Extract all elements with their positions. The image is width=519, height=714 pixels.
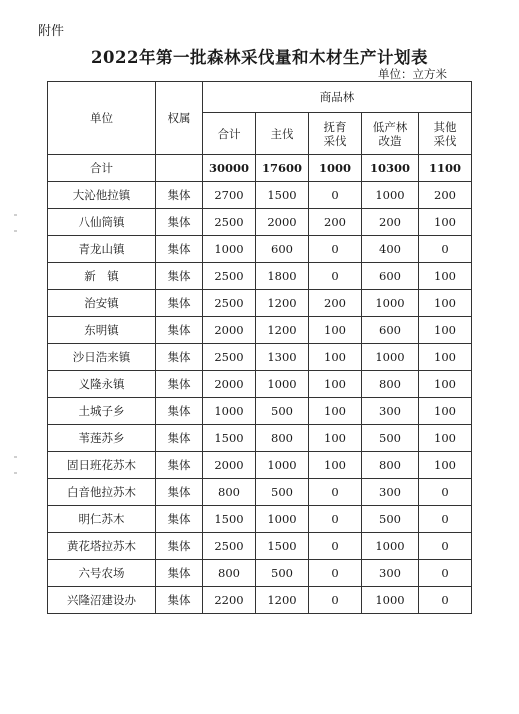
- table-row: [48, 209, 472, 236]
- table-row: [48, 398, 472, 425]
- cell-main: 800: [256, 425, 309, 452]
- total-main: 17600: [256, 155, 309, 182]
- cell-low-yield: 300: [362, 398, 419, 425]
- cell-other: 100: [419, 371, 472, 398]
- cell-low-yield: 1000: [362, 182, 419, 209]
- cell-total: 1500: [203, 425, 256, 452]
- cell-main: 500: [256, 479, 309, 506]
- cell-ownership: 集体: [156, 587, 203, 614]
- cell-other: 0: [419, 560, 472, 587]
- cell-tending: 100: [309, 317, 362, 344]
- cell-unit: 白音他拉苏木: [48, 479, 156, 506]
- cell-main: 1300: [256, 344, 309, 371]
- cell-total: 2500: [203, 344, 256, 371]
- cell-main: 1200: [256, 290, 309, 317]
- scan-mark: [14, 456, 17, 458]
- cell-ownership: 集体: [156, 182, 203, 209]
- cell-tending: 0: [309, 263, 362, 290]
- total-label: 合计: [48, 155, 156, 182]
- cell-unit: 八仙筒镇: [48, 209, 156, 236]
- cell-unit: 沙日浩来镇: [48, 344, 156, 371]
- cell-total: 2700: [203, 182, 256, 209]
- cell-unit: 义隆永镇: [48, 371, 156, 398]
- cell-tending: 0: [309, 506, 362, 533]
- cell-main: 1500: [256, 533, 309, 560]
- total-low-yield: 10300: [362, 155, 419, 182]
- cell-main: 2000: [256, 209, 309, 236]
- header-tending-felling: 抚育采伐: [309, 113, 362, 155]
- scan-mark: [14, 230, 17, 232]
- cell-total: 1500: [203, 506, 256, 533]
- cell-ownership: 集体: [156, 533, 203, 560]
- cell-other: 100: [419, 290, 472, 317]
- cell-low-yield: 1000: [362, 587, 419, 614]
- cell-tending: 200: [309, 290, 362, 317]
- cell-ownership: 集体: [156, 452, 203, 479]
- cell-other: 100: [419, 317, 472, 344]
- cell-ownership: 集体: [156, 317, 203, 344]
- cell-unit: 青龙山镇: [48, 236, 156, 263]
- attachment-label: 附件: [38, 24, 65, 39]
- cell-low-yield: 300: [362, 479, 419, 506]
- scan-mark: [14, 472, 17, 474]
- cell-tending: 200: [309, 209, 362, 236]
- header-commercial-forest: 商品林: [203, 82, 472, 113]
- cell-low-yield: 300: [362, 560, 419, 587]
- cell-tending: 100: [309, 398, 362, 425]
- cell-unit: 固日班花苏木: [48, 452, 156, 479]
- cell-unit: 治安镇: [48, 290, 156, 317]
- table-row: [48, 452, 472, 479]
- cell-tending: 0: [309, 479, 362, 506]
- table-row: [48, 290, 472, 317]
- cell-total: 2000: [203, 452, 256, 479]
- table-row: [48, 479, 472, 506]
- unit-note: 单位：立方米: [378, 67, 447, 81]
- header-low-yield-reform: 低产林改造: [362, 113, 419, 155]
- cell-low-yield: 500: [362, 506, 419, 533]
- cell-main: 500: [256, 560, 309, 587]
- cell-other: 100: [419, 209, 472, 236]
- cell-unit: 大沁他拉镇: [48, 182, 156, 209]
- cell-other: 200: [419, 182, 472, 209]
- cell-other: 0: [419, 479, 472, 506]
- header-main-felling: 主伐: [256, 113, 309, 155]
- cell-unit: 明仁苏木: [48, 506, 156, 533]
- table-row: [48, 533, 472, 560]
- cell-tending: 0: [309, 587, 362, 614]
- cell-total: 2200: [203, 587, 256, 614]
- scan-mark: [14, 214, 17, 216]
- cell-ownership: 集体: [156, 344, 203, 371]
- cell-ownership: 集体: [156, 479, 203, 506]
- cell-main: 1000: [256, 506, 309, 533]
- table-row: [48, 506, 472, 533]
- cell-low-yield: 800: [362, 371, 419, 398]
- cell-ownership: 集体: [156, 371, 203, 398]
- cell-main: 1000: [256, 452, 309, 479]
- cell-low-yield: 800: [362, 452, 419, 479]
- cell-main: 1500: [256, 182, 309, 209]
- cell-total: 2500: [203, 209, 256, 236]
- cell-ownership: 集体: [156, 290, 203, 317]
- cell-ownership: 集体: [156, 425, 203, 452]
- cell-ownership: 集体: [156, 398, 203, 425]
- cell-tending: 0: [309, 182, 362, 209]
- cell-ownership: 集体: [156, 236, 203, 263]
- cell-main: 1000: [256, 371, 309, 398]
- table-row: [48, 236, 472, 263]
- cell-other: 0: [419, 587, 472, 614]
- cell-main: 1200: [256, 317, 309, 344]
- table-row: [48, 425, 472, 452]
- cell-unit: 新 镇: [48, 263, 156, 290]
- table-row: [48, 182, 472, 209]
- cell-tending: 100: [309, 371, 362, 398]
- header-ownership: 权属: [156, 82, 203, 155]
- cell-main: 500: [256, 398, 309, 425]
- table-row: [48, 587, 472, 614]
- total-ownership: [156, 155, 203, 182]
- header-total: 合计: [203, 113, 256, 155]
- table-row: [48, 344, 472, 371]
- cell-ownership: 集体: [156, 209, 203, 236]
- cell-other: 100: [419, 398, 472, 425]
- cell-other: 0: [419, 506, 472, 533]
- cell-other: 100: [419, 263, 472, 290]
- cell-tending: 0: [309, 533, 362, 560]
- cell-low-yield: 600: [362, 317, 419, 344]
- cell-total: 800: [203, 479, 256, 506]
- cell-total: 2500: [203, 533, 256, 560]
- cell-ownership: 集体: [156, 506, 203, 533]
- cell-other: 0: [419, 533, 472, 560]
- cell-unit: 兴隆沼建设办: [48, 587, 156, 614]
- total-sum: 30000: [203, 155, 256, 182]
- cell-main: 1200: [256, 587, 309, 614]
- header-unit: 单位: [48, 82, 156, 155]
- document-title: 2022年第一批森林采伐量和木材生产计划表: [91, 48, 428, 67]
- cell-unit: 苇莲苏乡: [48, 425, 156, 452]
- table-row: [48, 560, 472, 587]
- total-tending: 1000: [309, 155, 362, 182]
- cell-low-yield: 600: [362, 263, 419, 290]
- cell-low-yield: 500: [362, 425, 419, 452]
- harvest-plan-table: [47, 81, 472, 614]
- cell-unit: 六号农场: [48, 560, 156, 587]
- table-row: [48, 371, 472, 398]
- cell-ownership: 集体: [156, 263, 203, 290]
- cell-main: 600: [256, 236, 309, 263]
- cell-unit: 东明镇: [48, 317, 156, 344]
- cell-tending: 100: [309, 452, 362, 479]
- cell-other: 100: [419, 452, 472, 479]
- table-row: [48, 263, 472, 290]
- total-other: 1100: [419, 155, 472, 182]
- cell-main: 1800: [256, 263, 309, 290]
- cell-low-yield: 400: [362, 236, 419, 263]
- cell-tending: 0: [309, 560, 362, 587]
- cell-tending: 100: [309, 344, 362, 371]
- cell-total: 2000: [203, 317, 256, 344]
- cell-total: 1000: [203, 398, 256, 425]
- cell-other: 100: [419, 425, 472, 452]
- cell-low-yield: 1000: [362, 533, 419, 560]
- cell-total: 1000: [203, 236, 256, 263]
- cell-low-yield: 200: [362, 209, 419, 236]
- total-row: [48, 155, 472, 182]
- cell-low-yield: 1000: [362, 290, 419, 317]
- cell-other: 0: [419, 236, 472, 263]
- cell-unit: 土城子乡: [48, 398, 156, 425]
- cell-unit: 黄花塔拉苏木: [48, 533, 156, 560]
- cell-tending: 0: [309, 236, 362, 263]
- cell-total: 2000: [203, 371, 256, 398]
- cell-total: 2500: [203, 263, 256, 290]
- cell-low-yield: 1000: [362, 344, 419, 371]
- cell-other: 100: [419, 344, 472, 371]
- cell-total: 2500: [203, 290, 256, 317]
- cell-ownership: 集体: [156, 560, 203, 587]
- cell-total: 800: [203, 560, 256, 587]
- cell-tending: 100: [309, 425, 362, 452]
- table-row: [48, 317, 472, 344]
- header-other-felling: 其他采伐: [419, 113, 472, 155]
